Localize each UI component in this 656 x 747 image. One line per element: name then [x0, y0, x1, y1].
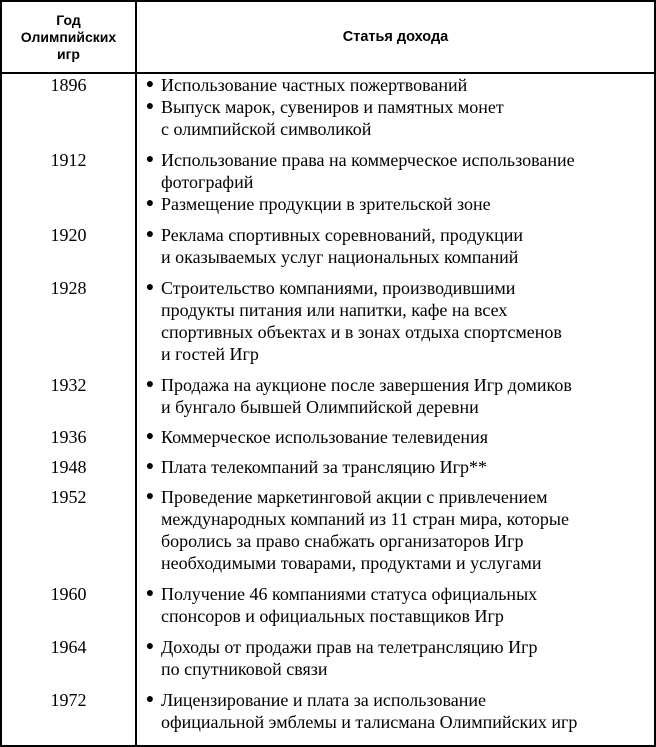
table-header: [2, 2, 654, 74]
table-row: [2, 486, 654, 574]
income-item: [143, 583, 654, 627]
row-year: 1896: [50, 75, 87, 95]
row-year: 1928: [50, 278, 87, 298]
bullet-icon: ●: [145, 692, 155, 707]
income-item-text: Выпуск марок, сувениров и памятных монет с олимпийской символикой: [161, 97, 504, 139]
income-item: [143, 149, 654, 193]
income-item: [143, 277, 654, 365]
bullet-icon: ●: [145, 99, 155, 114]
header-year-line: Олимпийских: [20, 28, 117, 45]
table-row: [2, 277, 654, 365]
income-item-text: Строительство компаниями, производившими продукты питания или напитки, кафе на всех спортивных объектах и в зонах отдыха спортсменов и гостей Игр: [161, 278, 562, 364]
table-body: [2, 74, 654, 733]
income-item: [143, 486, 654, 574]
income-item: [143, 96, 654, 140]
bullet-icon: ●: [145, 377, 155, 392]
income-item-text: Размещение продукции в зрительской зоне: [161, 194, 491, 214]
bullet-icon: ●: [145, 459, 155, 474]
income-item: [143, 193, 654, 215]
row-year: 1936: [50, 427, 87, 447]
row-year: 1952: [50, 487, 87, 507]
income-item: [143, 74, 654, 96]
income-item: [143, 636, 654, 680]
income-item-text: Продажа на аукционе после завершения Игр домиков и бунгало бывшей Олимпийской деревни: [161, 375, 572, 417]
row-year: 1932: [50, 375, 87, 395]
income-item-text: Использование частных пожертвований: [161, 75, 468, 95]
table-row: [2, 224, 654, 268]
bullet-icon: ●: [145, 639, 155, 654]
income-item-text: Проведение маркетинговой акции с привлечением международных компаний из 11 стран мира, которые боролись за право снабжать организаторов Игр необходимыми товарами, продуктами и услугами: [161, 487, 569, 573]
table-row: [2, 636, 654, 680]
table-row: [2, 689, 654, 733]
header-year-line: игр: [56, 45, 80, 62]
bullet-icon: ●: [145, 152, 155, 167]
income-item: [143, 689, 654, 733]
income-item: [143, 456, 654, 478]
table-row: [2, 426, 654, 448]
header-income-item: Статья дохода: [342, 29, 449, 45]
income-item-text: Коммерческое использование телевидения: [161, 427, 488, 447]
bullet-icon: ●: [145, 196, 155, 211]
bullet-icon: ●: [145, 227, 155, 242]
income-item-text: Плата телекомпаний за трансляцию Игр**: [161, 457, 487, 477]
income-item: [143, 224, 654, 268]
income-item: [143, 374, 654, 418]
bullet-icon: ●: [145, 489, 155, 504]
bullet-icon: ●: [145, 429, 155, 444]
bullet-icon: ●: [145, 586, 155, 601]
bullet-icon: ●: [145, 280, 155, 295]
table-row: [2, 456, 654, 478]
income-item-text: Получение 46 компаниями статуса официальных спонсоров и официальных поставщиков Игр: [161, 584, 538, 626]
row-year: 1972: [50, 690, 87, 710]
table-row: [2, 583, 654, 627]
header-year: [2, 2, 135, 72]
row-year: 1920: [50, 225, 87, 245]
table-row: [2, 74, 654, 140]
income-item-text: Доходы от продажи прав на телетрансляцию Игр по спутниковой связи: [161, 637, 538, 679]
income-item-text: Реклама спортивных соревнований, продукции и оказываемых услуг национальных компаний: [161, 225, 524, 267]
table-row: [2, 374, 654, 418]
row-year: 1964: [50, 637, 87, 657]
bullet-icon: ●: [145, 77, 155, 92]
row-year: 1912: [50, 150, 87, 170]
row-year: 1960: [50, 584, 87, 604]
row-year: 1948: [50, 457, 87, 477]
income-item: [143, 426, 654, 448]
header-year-line: Год: [56, 11, 81, 28]
income-item-text: Лицензирование и плата за использование официальной эмблемы и талисмана Олимпийских игр: [161, 690, 578, 732]
table-row: [2, 149, 654, 215]
income-item-text: Использование права на коммерческое использование фотографий: [161, 150, 575, 192]
